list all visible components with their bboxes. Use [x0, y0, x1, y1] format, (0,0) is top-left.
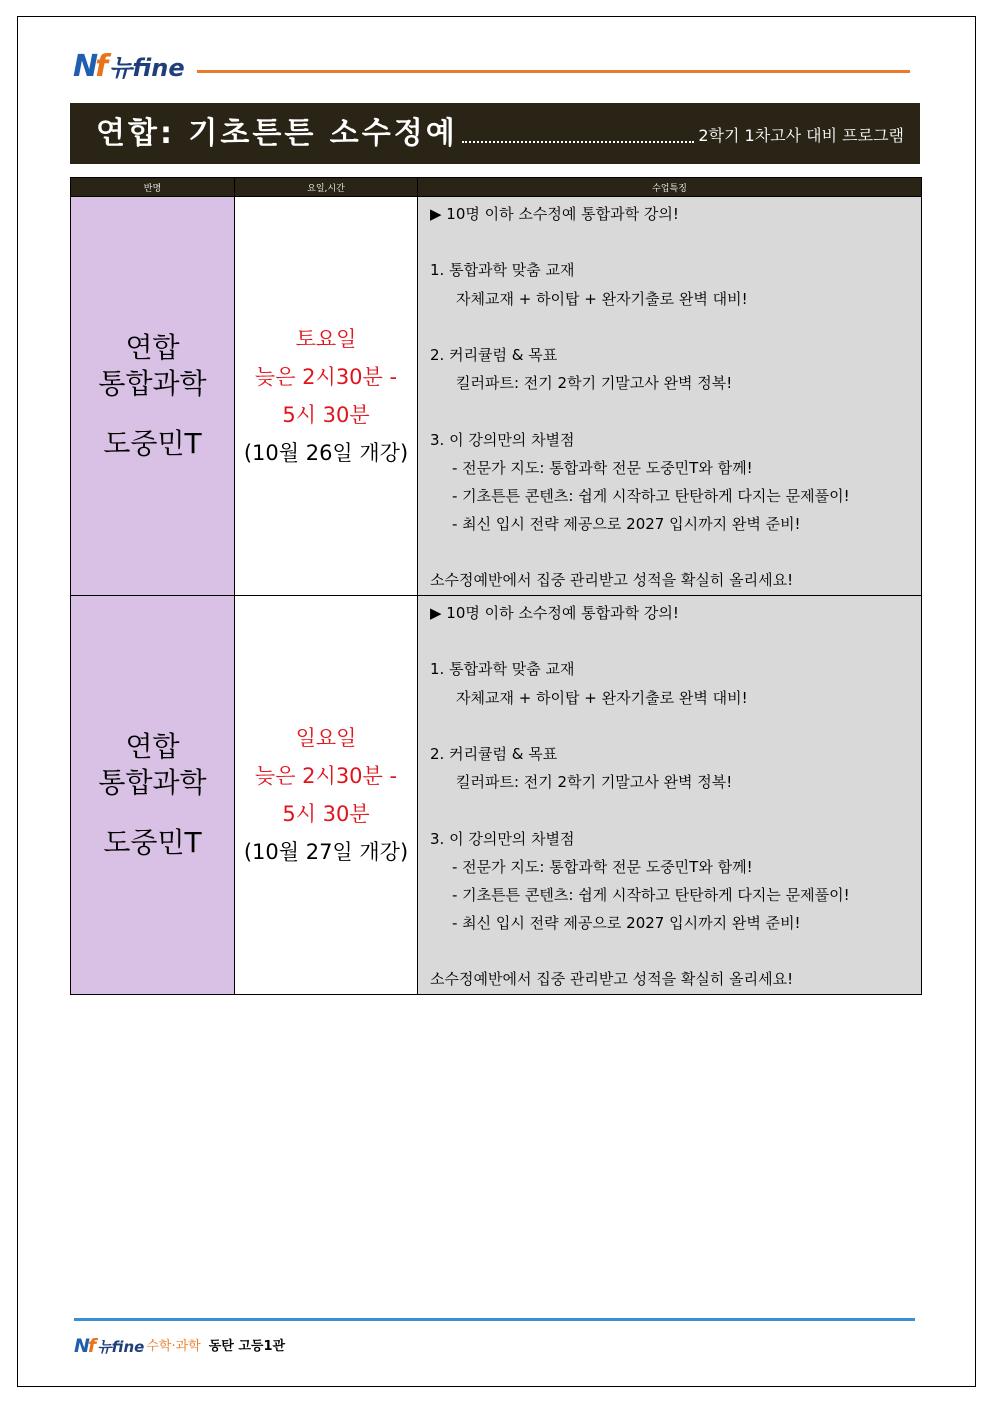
feature-heading: 1. 통합과학 맞춤 교재: [430, 261, 575, 280]
time-cell: [235, 596, 418, 995]
feature-bullet: - 최신 입시 전략 제공으로 2027 입시까지 완벽 준비!: [452, 515, 801, 534]
dotted-leader: [462, 141, 695, 143]
feature-heading: 3. 이 강의만의 차별점: [430, 430, 575, 449]
open-date: (10월 27일 개강): [243, 840, 409, 864]
col-header-time: 요일,시간: [235, 178, 418, 197]
banner-subtitle: 2학기 1차고사 대비 프로그램: [698, 125, 904, 145]
feature-box: [418, 197, 921, 595]
feature-detail: 자체교재 + 하이탑 + 완자기출로 완벽 대비!: [456, 289, 748, 308]
logo-mark: Nf: [73, 49, 106, 84]
footer-logo-mark: Nf: [74, 1335, 95, 1357]
footer-divider: [74, 1318, 915, 1321]
feature-bullet: - 기초튼튼 콘텐츠: 쉽게 시작하고 탄탄하게 다지는 문제풀이!: [452, 486, 850, 505]
feature-detail: 자체교재 + 하이탑 + 완자기출로 완벽 대비!: [456, 688, 748, 707]
class-day: 일요일: [295, 726, 357, 750]
class-time-end: 5시 30분: [282, 403, 370, 427]
class-day: 토요일: [295, 327, 357, 351]
table-row: [71, 197, 922, 596]
feature-heading: 2. 커리큘럼 & 목표: [430, 345, 558, 364]
title-banner: [70, 103, 920, 164]
footer-branch: 동탄 고등1관: [208, 1339, 286, 1354]
class-time-end: 5시 30분: [282, 802, 370, 826]
feature-heading: 1. 통합과학 맞춤 교재: [430, 660, 575, 679]
feature-bullet: - 전문가 지도: 통합과학 전문 도중민T와 함께!: [452, 857, 753, 876]
feature-heading: 3. 이 강의만의 차별점: [430, 829, 575, 848]
feature-intro: ▶ 10명 이하 소수정예 통합과학 강의!: [430, 604, 679, 622]
feature-cell: [418, 596, 922, 995]
footer-wordmark: 뉴fine: [97, 1338, 145, 1356]
feature-heading: 2. 커리큘럼 & 목표: [430, 744, 558, 763]
class-teacher: 도중민T: [103, 427, 202, 460]
feature-closing: 소수정예반에서 집중 관리받고 성적을 확실히 올리세요!: [430, 970, 794, 989]
feature-closing: 소수정예반에서 집중 관리받고 성적을 확실히 올리세요!: [430, 571, 794, 590]
feature-intro: ▶ 10명 이하 소수정예 통합과학 강의!: [430, 205, 679, 223]
footer-subject: 수학·과학: [146, 1339, 201, 1354]
col-header-class: 반명: [71, 178, 235, 197]
class-time-start: 늦은 2시30분 -: [254, 365, 398, 389]
table-row: [71, 596, 922, 995]
class-line: 연합: [125, 331, 180, 364]
logo-wordmark: 뉴fine: [109, 54, 185, 82]
feature-bullet: - 전문가 지도: 통합과학 전문 도중민T와 함께!: [452, 458, 753, 477]
footer-brand: [74, 1336, 285, 1356]
table-header-row: [71, 178, 922, 197]
class-name-cell: [71, 596, 235, 995]
brand-logo: [73, 46, 185, 82]
class-time-start: 늦은 2시30분 -: [254, 764, 398, 788]
class-subject: 통합과학: [98, 766, 207, 799]
open-date: (10월 26일 개강): [243, 441, 409, 465]
class-name-cell: [71, 197, 235, 596]
header-divider: [197, 70, 910, 73]
feature-bullet: - 최신 입시 전략 제공으로 2027 입시까지 완벽 준비!: [452, 914, 801, 933]
schedule-table: [70, 177, 922, 995]
feature-box: [418, 596, 921, 994]
col-header-features: 수업특징: [418, 178, 922, 197]
time-cell: [235, 197, 418, 596]
class-teacher: 도중민T: [103, 826, 202, 859]
feature-cell: [418, 197, 922, 596]
feature-detail: 킬러파트: 전기 2학기 기말고사 완벽 정복!: [456, 374, 733, 393]
class-subject: 통합과학: [98, 367, 207, 400]
feature-bullet: - 기초튼튼 콘텐츠: 쉽게 시작하고 탄탄하게 다지는 문제풀이!: [452, 885, 850, 904]
feature-detail: 킬러파트: 전기 2학기 기말고사 완벽 정복!: [456, 773, 733, 792]
banner-title: 연합: 기초튼튼 소수정예: [96, 115, 458, 151]
class-line: 연합: [125, 730, 180, 763]
